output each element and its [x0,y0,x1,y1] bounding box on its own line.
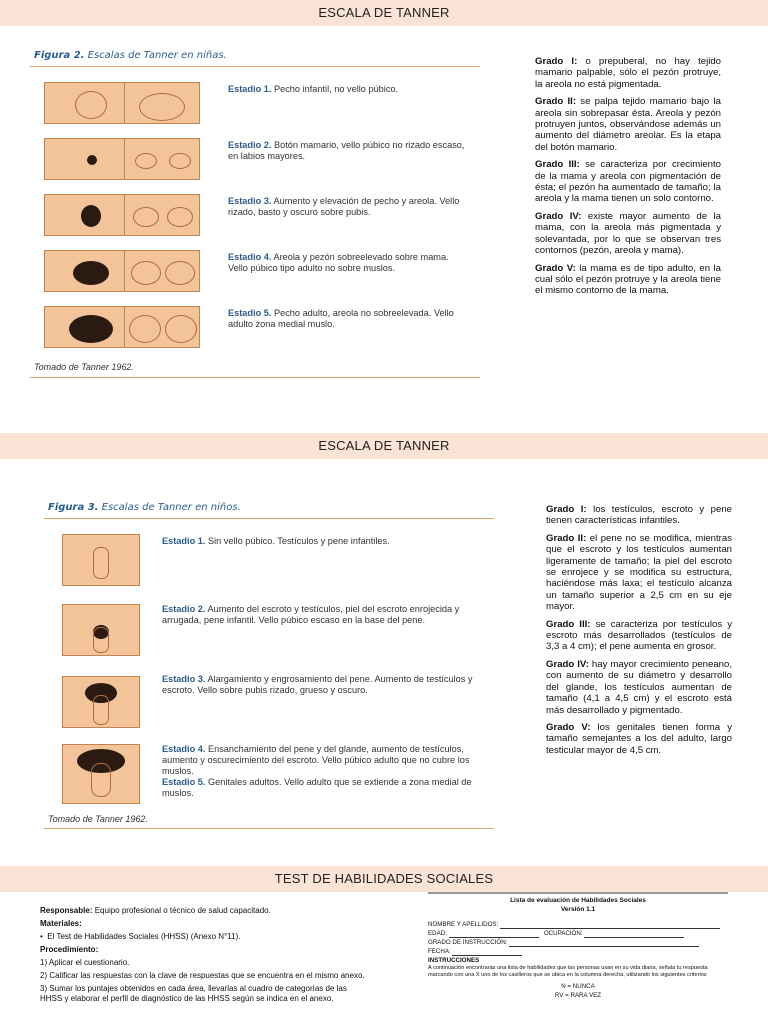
girls-stage-2-breast-image [124,138,200,180]
boys-stage-2-text: Estadio 2. Aumento del escroto y testículos, piel del escroto enrojecida y arrugada, pene infantil. Vello púbico escaso en la base del pene. [162,604,460,625]
boys-stage-4-image [62,744,140,804]
girls-stage-5-breast-image [124,306,200,348]
figure-2-top-rule [30,66,480,67]
form-edad-row: EDAD: OCUPACIÓN: [428,929,728,938]
responsable-label: Responsable: [40,906,93,915]
figure-2-credit: Tomado de Tanner 1962. [34,362,134,372]
responsable-text: Equipo profesional o técnico de salud capacitado. [94,906,271,915]
figure-3-caption: Escalas de Tanner en niños. [101,502,241,513]
boys-stage-5-text: Genitales adultos. Vello adulto que se extiende a zona medial de muslos. [162,777,472,798]
figure-3-bottom-rule [44,828,494,829]
boys-stage-1-image [62,534,140,586]
section-header-tanner-girls [0,0,768,26]
boys-stage-3-image [62,676,140,728]
procedimiento-label: Procedimiento: [40,945,99,954]
procedure-step-2: 2) Calificar las respuestas con la clave de respuestas que se encuentra en el mismo anexo. [40,971,365,980]
materiales-label: Materiales: [40,919,82,928]
figure-2-bottom-rule [30,377,480,378]
form-criteria-nunca: N = NUNCA [561,983,595,990]
figure-3-top-rule [44,518,494,519]
materiales-item: • El Test de Habilidades Sociales (HHSS) (Anexo N°11). [40,932,241,941]
social-skills-form [428,892,728,1000]
girls-grades-text [535,56,721,303]
boys-stage-2-image [62,604,140,656]
section-header-social-skills [0,866,768,892]
girls-stage-3-text: Estadio 3. Aumento y elevación de pecho y areola. Vello rizado, basto y oscuro sobre pubis. [228,196,460,217]
girls-stage-2-text: Estadio 2. Botón mamario, vello púbico no rizado escaso, en labios mayores. [228,140,465,161]
section-title: ESCALA DE TANNER [318,5,450,20]
figure-2-panel [30,44,480,380]
form-version: Versión 1.1 [560,906,596,913]
girls-grade-4: Grado IV: existe mayor aumento de la mama, con la areola más pigmentada y solevantada, por lo que se observan tres contornos (pezón, areola y mama). [535,210,721,257]
boys-grade-4: Grado IV: hay mayor crecimiento peneano, con aumento de su diámetro y desarrollo del glande, los testículos aumentan de tamaño (4,1 a 4,5 cm) y el escroto está más desarrollado y pigmentado. [546,658,732,716]
boys-grade-1: Grado I: los testículos, escroto y pene tienen características infantiles. [546,504,733,527]
nombre-field[interactable] [500,921,720,929]
boys-stage-4-text: Estadio 4. Ensanchamiento del pene y del glande, aumento de testículos, aumento y oscurecimiento del escroto. Vello púbico adulto que no cubre los muslos. Estadio 5. Genitales adultos. Vello adulto que se extiende a zona medial de muslos. [162,744,472,798]
form-fecha-row: FECHA: [428,947,728,956]
form-title: Lista de evaluación de Habilidades Sociales [510,897,646,904]
procedure-step-1: 1) Aplicar el cuestionario. [40,958,130,967]
girls-grade-2: Grado II: se palpa tejido mamario bajo la areola sin sobrepasar ésta. Areola y pezón protruyen juntos, observándose además un aumento del diámetro areolar. Es la etapa del botón mamario. [535,96,721,153]
girls-stage-4-text: Estadio 4. Areola y pezón sobreelevado sobre mama. Vello púbico tipo adulto no sobre muslos. [228,252,449,273]
boys-grade-2: Grado II: el pene no se modifica, mientras que el escroto y los testículos aumentan ligeramente de tamaño; la piel del escroto se enrojece y se modifica su estructura, haciéndose más laxa; el testículo alcanza un tamaño superior a 2,5 cm en su eje mayor. [546,532,732,613]
figure-2-title [34,50,227,61]
figure-3-label: Figura 3. [48,502,99,513]
boys-stage-3-text: Estadio 3. Alargamiento y engrosamiento del pene. Aumento de testículos y escroto. Vello sobre pubis rizado, grueso y oscuro. [162,674,473,695]
figure-2-label: Figura 2. [34,50,85,61]
boys-grade-3: Grado III: se caracteriza por testículos y escroto más desarrollados (testículos de 3,3 a 4 cm); el pene aumenta en grosor. [546,618,733,653]
section-title: TEST DE HABILIDADES SOCIALES [274,871,494,886]
figure-3-panel [44,496,494,830]
girls-stage-1-breast-image [124,82,200,124]
girls-stage-4-breast-image [124,250,200,292]
boys-stage-1-text: Estadio 1. Sin vello púbico. Testículos y pene infantiles. [162,536,390,546]
figure-2-caption: Escalas de Tanner en niñas. [87,50,227,61]
ocupacion-field[interactable] [584,930,684,938]
form-grado-row: GRADO DE INSTRUCCIÓN: [428,938,728,947]
figure-3-title [48,502,241,513]
girls-grade-3: Grado III: se caracteriza por crecimiento de la mama y areola con pigmentación de ésta; el pezón ha aumentado de tamaño; la areola y la mama tienen un solo contorno. [535,159,722,205]
form-instructions-text: A continuación encontrarás una lista de habilidades que las personas usan en su vida diaria, señala tu respuesta marcando con una X uno de los casilleros que se ubica en la columna derecha, utilizando los siguientes criterios [428,965,708,978]
girls-stage-1-text: Estadio 1. Pecho infantil, no vello púbico. [228,84,399,94]
girls-stage-5-text: Estadio 5. Pecho adulto, areola no sobreelevada. Vello adulto zona medial muslo. [228,308,454,329]
procedure-block [40,906,370,1004]
section-title: ESCALA DE TANNER [318,438,450,453]
girls-grade-5: Grado V: la mama es de tipo adulto, en la cual sólo el pezón protruye y la areola tiene el mismo contorno de la mama. [535,262,722,297]
grado-field[interactable] [509,939,699,947]
form-nombre-row: NOMBRE Y APELLIDOS: [428,920,728,929]
section-header-tanner-boys [0,433,768,459]
figure-3-credit: Tomado de Tanner 1962. [48,814,148,824]
girls-grade-1: Grado I: o prepuberal, no hay tejido mamario palpable, sólo el pezón protruye, la areola no está pigmentada. [535,56,722,90]
boys-grades-text [546,504,732,762]
edad-field[interactable] [449,930,539,938]
procedure-step-3: 3) Sumar los puntajes obtenidos en cada área, llevarlas al cuadro de categorías de las HHSS y elaborar el perfil de diagnóstico de las HHSS según se indica en el anexo. [40,984,347,1003]
girls-stage-3-breast-image [124,194,200,236]
fecha-field[interactable] [452,948,522,956]
boys-grade-5: Grado V: los genitales tienen forma y tamaño semejantes a los del adulto, largo testicular mayor de 4,5 cm. [546,721,732,756]
form-instructions-heading: INSTRUCCIONES [428,957,480,964]
form-criteria-rara-vez: RV = RARA VEZ [554,992,602,999]
boys-stage-5-label: Estadio 5. [162,777,206,787]
